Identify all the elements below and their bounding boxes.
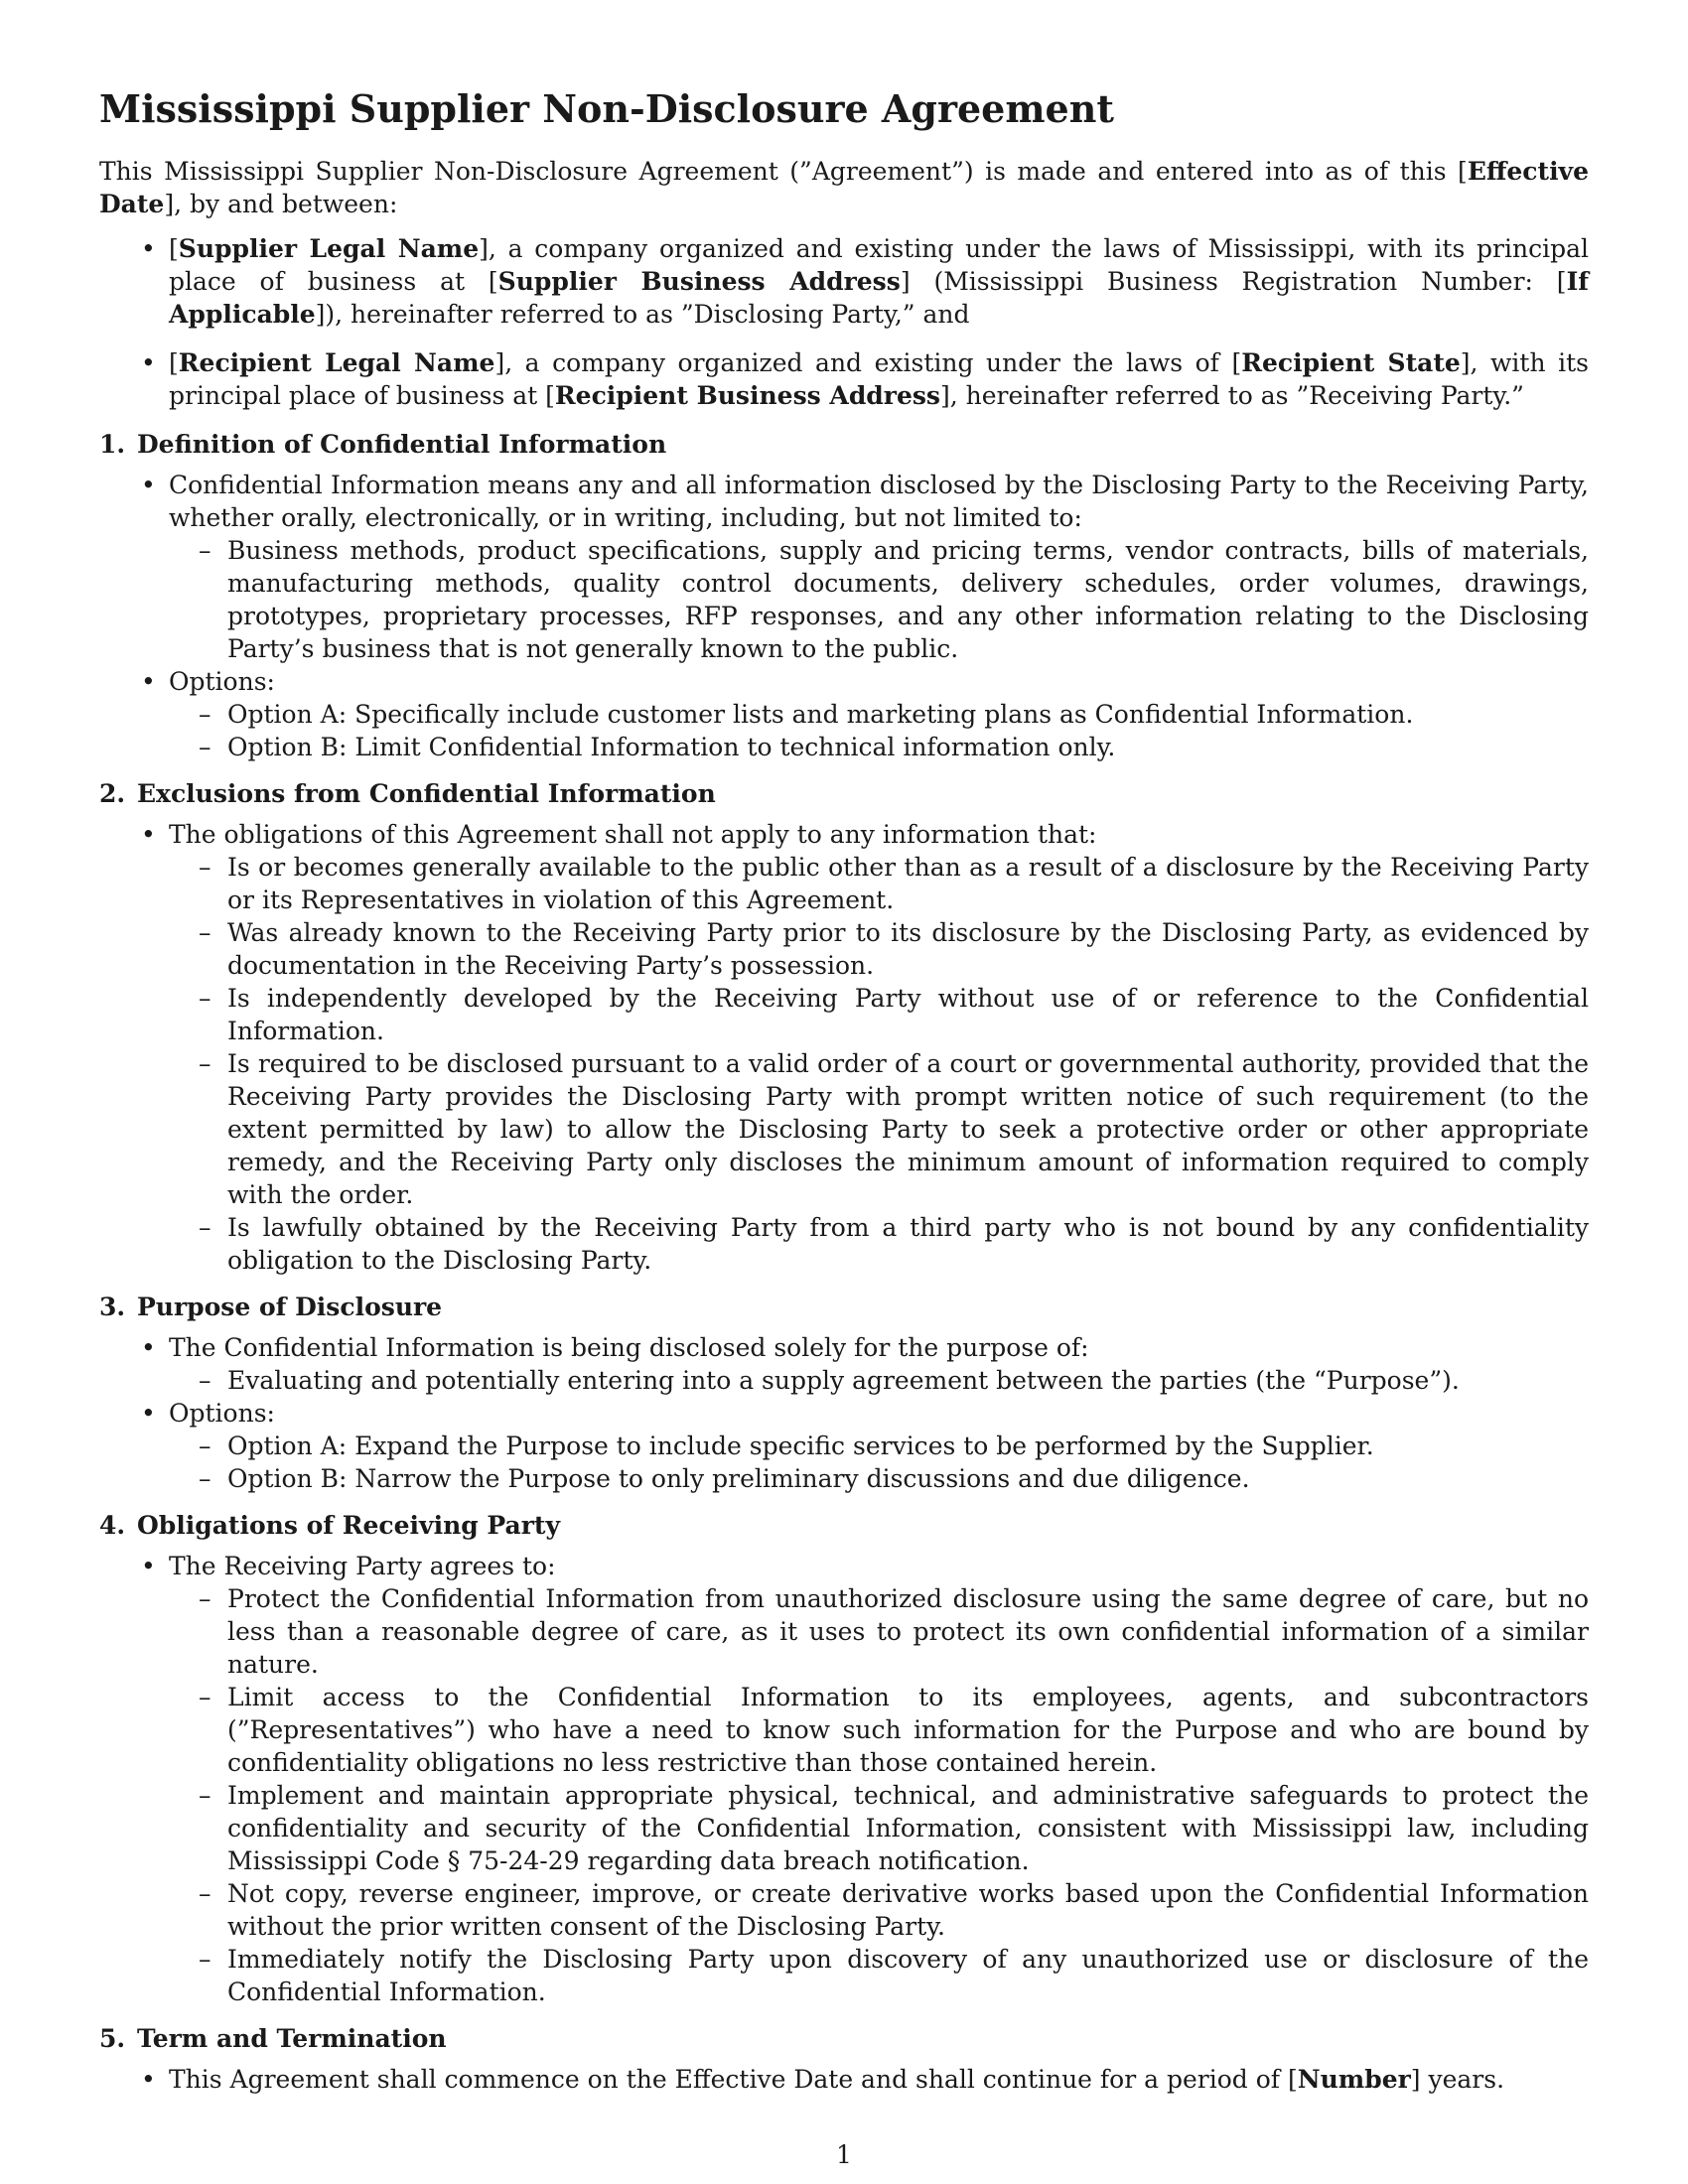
section-5 [99, 2022, 1589, 2096]
section-subitem: – Is lawfully obtained by the Receiving Party from a third party who is not bound by any confidentiality obligation to the Disclosing Party. [99, 1211, 1589, 1277]
document-page [99, 85, 1589, 2110]
section-subitem: – Limit access to the Confidential Information to its employees, agents, and subcontractors (”Representatives”) who have a need to know such information for the Purpose and who are bound by confidentiality obligations no less restrictive than those contained herein. [99, 1681, 1589, 1779]
section-number: 2. [99, 779, 126, 808]
section-heading: Purpose of Disclosure [137, 1293, 443, 1321]
section-subitem: – Evaluating and potentially entering into a supply agreement between the parties (the “Purpose”). [99, 1364, 1589, 1397]
intro-text-b: ], by and between: [164, 190, 398, 218]
text: ]), hereinafter referred to as ”Disclosing Party,” and [315, 300, 970, 329]
section-title [99, 428, 1589, 461]
number-placeholder: Number [1297, 2065, 1411, 2094]
section-item: • The Receiving Party agrees to: [99, 1550, 1589, 1582]
sections-container [99, 428, 1589, 2008]
section-subitem: – Option A: Specifically include customer lists and marketing plans as Confidential Information. [99, 698, 1589, 731]
text: ], with its principal place of business at [ [169, 348, 1589, 410]
section-number: 1. [99, 430, 126, 459]
section-title [99, 1509, 1589, 1542]
text: [ [169, 234, 179, 263]
document-title: Mississippi Supplier Non-Disclosure Agreement [99, 86, 1114, 131]
section-subitem: – Immediately notify the Disclosing Party upon discovery of any unauthorized use or disclosure of the Confidential Information. [99, 1943, 1589, 2008]
section-subitem: – Is or becomes generally available to the public other than as a result of a disclosure by the Receiving Party or its Representatives in violation of this Agreement. [99, 851, 1589, 916]
section-heading: Definition of Confidential Information [137, 430, 667, 459]
text: This Agreement shall commence on the Effective Date and shall continue for a period of [ [169, 2065, 1298, 2094]
text: ], a company organized and existing under the laws of [ [494, 348, 1242, 377]
section-item: • The obligations of this Agreement shall not apply to any information that: [99, 818, 1589, 851]
section-subitem: – Was already known to the Receiving Party prior to its disclosure by the Disclosing Party, as evidenced by documentation in the Receiving Party’s possession. [99, 916, 1589, 982]
section-heading: Term and Termination [137, 2024, 447, 2053]
party-recipient [99, 346, 1589, 412]
section-subitem: – Not copy, reverse engineer, improve, or create derivative works based upon the Confidential Information without the prior written consent of the Disclosing Party. [99, 1877, 1589, 1943]
section-subitem: – Protect the Confidential Information from unauthorized disclosure using the same degree of care, but no less than a reasonable degree of care, as it uses to protect its own confidential information of a similar nature. [99, 1582, 1589, 1681]
supplier-address-placeholder: Supplier Business Address [497, 267, 901, 296]
section-subitem: – Option A: Expand the Purpose to include specific services to be performed by the Supplier. [99, 1430, 1589, 1462]
section-heading: Exclusions from Confidential Information [137, 779, 716, 808]
section-item [99, 2063, 1589, 2096]
text: ], hereinafter referred to as ”Receiving Party.” [940, 381, 1524, 410]
recipient-name-placeholder: Recipient Legal Name [178, 348, 495, 377]
section-item: • Options: [99, 1397, 1589, 1430]
section-subitem: – Implement and maintain appropriate physical, technical, and administrative safeguards to protect the confidentiality and security of the Confidential Information, consistent with Mississippi law, including Mississippi Code § 75-24-29 regarding data breach notification. [99, 1779, 1589, 1877]
effective-date-placeholder: Effective Date [99, 157, 1589, 218]
text: [ [169, 348, 179, 377]
section-subitem: – Business methods, product specifications, supply and pricing terms, vendor contracts, bills of materials, manufacturing methods, quality control documents, delivery schedules, order volumes, drawings, prototypes, proprietary processes, RFP responses, and any other information relating to the Disclosing Party’s business that is not generally known to the public. [99, 534, 1589, 665]
supplier-name-placeholder: Supplier Legal Name [178, 234, 480, 263]
section-subitem: – Option B: Limit Confidential Information to technical information only. [99, 731, 1589, 763]
section-3 [99, 1291, 1589, 1495]
intro-text-a: This Mississippi Supplier Non-Disclosure Agreement (”Agreement”) is made and entered into as of this [ [99, 157, 1468, 186]
section-subitem: – Option B: Narrow the Purpose to only preliminary discussions and due diligence. [99, 1462, 1589, 1495]
text: ] (Mississippi Business Registration Number: [ [900, 267, 1567, 296]
recipient-address-placeholder: Recipient Business Address [554, 381, 941, 410]
section-number: 5. [99, 2024, 126, 2053]
text: ] years. [1410, 2065, 1505, 2094]
section-number: 3. [99, 1293, 126, 1321]
section-2 [99, 777, 1589, 1277]
section-item: • The Confidential Information is being disclosed solely for the purpose of: [99, 1331, 1589, 1364]
section-title [99, 1291, 1589, 1323]
party-supplier [99, 232, 1589, 331]
page-number: 1 [836, 2140, 852, 2169]
text: ], a company organized and existing under the laws of Mississippi, with its principal place of business at [ [169, 234, 1590, 296]
section-1 [99, 428, 1589, 763]
section-subitem: – Is required to be disclosed pursuant to a valid order of a court or governmental authority, provided that the Receiving Party provides the Disclosing Party with prompt written notice of such requirement (to the extent permitted by law) to allow the Disclosing Party to seek a protective order or other appropriate remedy, and the Receiving Party only discloses the minimum amount of information required to comply with the order. [99, 1047, 1589, 1211]
recipient-state-placeholder: Recipient State [1241, 348, 1461, 377]
supplier-reg-placeholder: If Applicable [169, 267, 1590, 329]
section-title [99, 2022, 1589, 2055]
section-number: 4. [99, 1511, 126, 1540]
section-4 [99, 1509, 1589, 2008]
section-heading: Obligations of Receiving Party [137, 1511, 561, 1540]
section-item: • Confidential Information means any and all information disclosed by the Disclosing Party to the Receiving Party, whether orally, electronically, or in writing, including, but not limited to: [99, 469, 1589, 534]
parties-list [99, 232, 1589, 412]
section-subitem: – Is independently developed by the Receiving Party without use of or reference to the Confidential Information. [99, 982, 1589, 1047]
section-title [99, 777, 1589, 810]
section-item: • Options: [99, 665, 1589, 698]
intro-paragraph [99, 155, 1589, 220]
